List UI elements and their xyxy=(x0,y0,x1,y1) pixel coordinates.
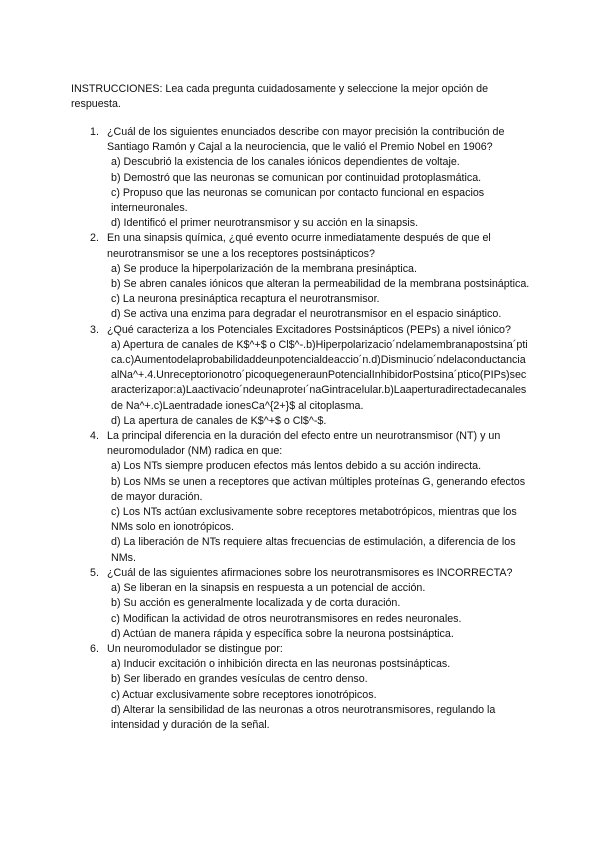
question-2 xyxy=(90,231,530,322)
question-text: ¿Cuál de los siguientes enunciados describe con mayor precisión la contribución de Santiago Ramón y Cajal a la neurociencia, que le valió el Premio Nobel en 1906? xyxy=(107,126,505,154)
option-a: a) Los NTs siempre producen efectos más lentos debido a su acción indirecta. xyxy=(111,460,482,473)
question-6 xyxy=(90,642,530,733)
option-c: c) Los NTs actúan exclusivamente sobre receptores metabotrópicos, mientras que los NMs solo en ionotrópicos. xyxy=(111,506,517,534)
question-text: En una sinapsis química, ¿qué evento ocurre inmediatamente después de que el neurotransmisor se une a los receptores postsinápticos? xyxy=(107,232,491,260)
option-a: a) Inducir excitación o inhibición directa en las neuronas postsinápticas. xyxy=(111,658,451,671)
option-b: b) Ser liberado en grandes vesículas de centro denso. xyxy=(111,673,368,686)
option-b: b) Demostró que las neuronas se comunican por continuidad protoplasmática. xyxy=(111,171,482,184)
question-number: 4. xyxy=(90,430,99,443)
option-c: c) La neurona presináptica recaptura el neurotransmisor. xyxy=(111,293,380,306)
option-d: d) La apertura de canales de K$^+$ o Cl$^-$. xyxy=(111,414,327,427)
option-d: d) La liberación de NTs requiere altas frecuencias de estimulación, a diferencia de los NMs. xyxy=(111,536,516,564)
question-text: ¿Qué caracteriza a los Potenciales Excitadores Postsinápticos (PEPs) a nivel iónico? xyxy=(107,323,511,336)
option-c: c) Modifican la actividad de otros neurotransmisores en redes neuronales. xyxy=(111,612,462,625)
option-d: d) Identificó el primer neurotransmisor y su acción en la sinapsis. xyxy=(111,217,419,230)
question-number: 1. xyxy=(90,126,99,138)
option-c: c) Actuar exclusivamente sobre receptores ionotrópicos. xyxy=(111,688,377,701)
option-d: d) Actúan de manera rápida y específica sobre la neurona postsináptica. xyxy=(111,627,454,640)
question-text: Un neuromodulador se distingue por: xyxy=(107,642,283,655)
question-3 xyxy=(90,323,530,429)
question-list xyxy=(90,125,530,733)
option-a: a) Descubrió la existencia de los canales iónicos dependientes de voltaje. xyxy=(111,156,460,169)
option-b: b) Su acción es generalmente localizada y de corta duración. xyxy=(111,597,401,610)
option-a-garbled: a) Apertura de canales de K$^+$ o Cl$^-.b)Hiperpolarizacio´ndelamembranapostsina´ptica.c)Aumentodelaprobabilidaddeunpotencialdeaccio´n.d)Disminucio´ndelaconductanciaalNa^+.4.Unreceptorionotro´picoquegeneraunPotencialInhibidorPostsina´ptico(PIPs)secaracterizapor:a)Laactivacio´ndeunaproteı´naGintracelular.b)Laaperturadirectadecanalesde Na^+.c)Laentradade ionesCa^{2+}$ al citoplasma. xyxy=(111,338,528,412)
instructions: INSTRUCCIONES: Lea cada pregunta cuidadosamente y seleccione la mejor opción de respuesta. xyxy=(71,83,489,111)
question-number: 2. xyxy=(90,232,99,245)
question-number: 5. xyxy=(90,566,99,579)
option-b: b) Los NMs se unen a receptores que activan múltiples proteínas G, generando efectos de mayor duración. xyxy=(111,475,526,503)
option-c: c) Propuso que las neuronas se comunican por contacto funcional en espacios interneuronales. xyxy=(111,186,485,215)
option-b: b) Se abren canales iónicos que alteran la permeabilidad de la membrana postsináptica. xyxy=(111,278,530,291)
option-d: d) Alterar la sensibilidad de las neuronas a otros neurotransmisores, regulando la intensidad y duración de la señal. xyxy=(111,703,496,731)
question-5 xyxy=(90,566,530,642)
option-a: a) Se liberan en la sinapsis en respuesta a un potencial de acción. xyxy=(111,582,426,595)
question-text: ¿Cuál de las siguientes afirmaciones sobre los neurotransmisores es INCORRECTA? xyxy=(107,566,513,579)
question-number: 3. xyxy=(90,323,99,336)
question-4 xyxy=(90,429,530,566)
question-1 xyxy=(90,125,530,231)
option-d: d) Se activa una enzima para degradar el neurotransmisor en el espacio sináptico. xyxy=(111,308,502,321)
question-text: La principal diferencia en la duración del efecto entre un neurotransmisor (NT) y un neuromodulador (NM) radica en que: xyxy=(107,430,501,458)
option-a: a) Se produce la hiperpolarización de la membrana presináptica. xyxy=(111,262,417,275)
question-number: 6. xyxy=(90,642,99,655)
